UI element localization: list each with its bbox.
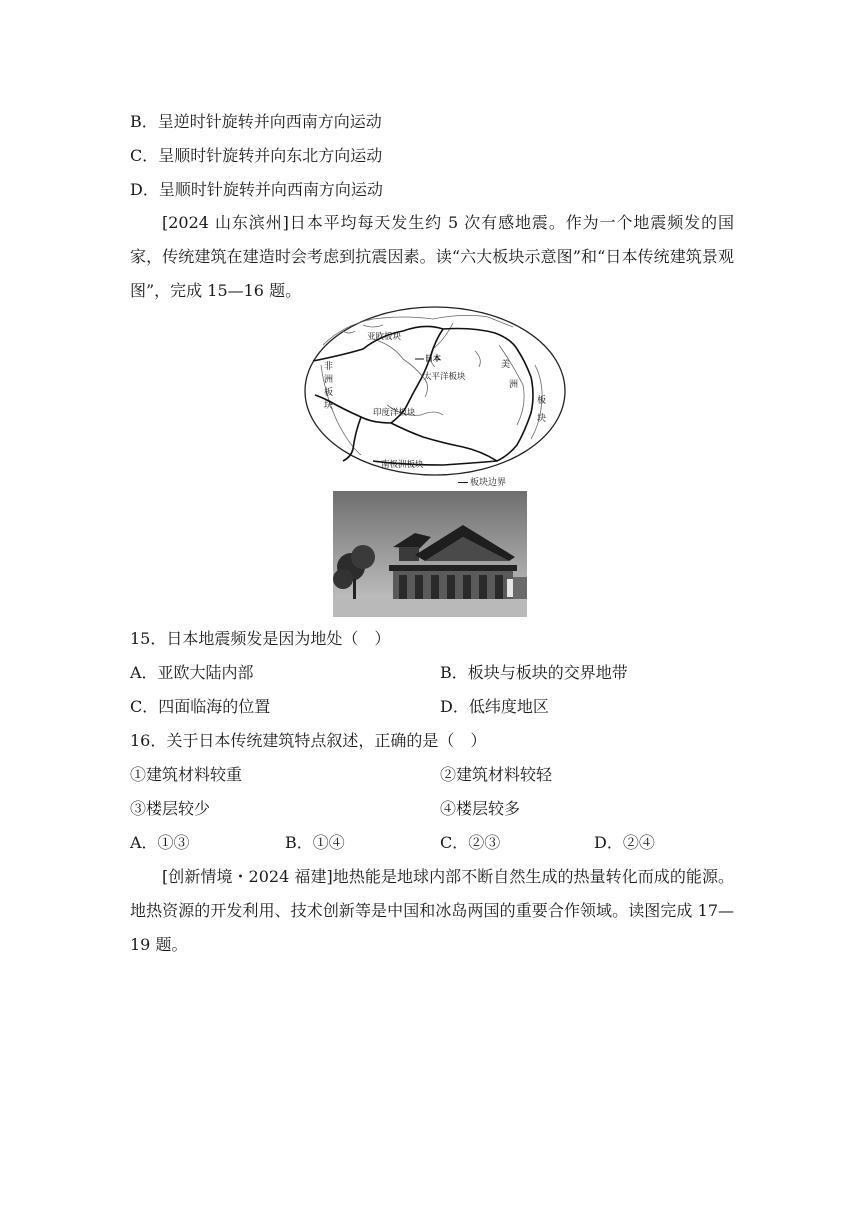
intro-text: 日本平均每天发生约 5 次有感地震。作为一个地震频发的国家，传统建筑在建造时会考虑到抗震因素。读“六大板块示意图”和“日本传统建筑景观图”，完成 15—16 题。 — [130, 213, 734, 300]
intro-17-19 — [130, 860, 734, 962]
q16-option-b: B．①④ — [285, 833, 345, 852]
q16-option-c: C．②③ — [440, 833, 501, 852]
q15-option-b: B．板块与板块的交界地带 — [440, 663, 628, 682]
label-antarctic: 南极洲板块 — [381, 460, 424, 470]
q16-option-a: A．①③ — [130, 833, 190, 852]
q16-stem: 16．关于日本传统建筑特点叙述，正确的是（ ） — [130, 731, 487, 750]
legend-label: 板块边界 — [470, 478, 507, 488]
label-indian: 印度洋板块 — [373, 408, 416, 418]
plate-map — [303, 305, 567, 477]
label-africa-2: 洲 — [324, 375, 334, 385]
q15-stem: 15．日本地震频发是因为地处（ ） — [130, 629, 391, 648]
label-japan: 日本 — [425, 353, 441, 363]
q16-item-2: ②建筑材料较轻 — [440, 765, 553, 784]
label-america-3: 板 — [537, 396, 547, 406]
label-africa-3: 板 — [324, 388, 334, 398]
option-c-prev: C．呈顺时针旋转并向东北方向运动 — [130, 146, 383, 165]
option-d-prev: D．呈顺时针旋转并向西南方向运动 — [130, 180, 383, 199]
option-b-prev: B．呈逆时针旋转并向西南方向运动 — [130, 112, 382, 131]
q16-option-d: D．②④ — [594, 833, 655, 852]
label-america-1: 美 — [501, 360, 511, 370]
label-pacific: 太平洋板块 — [423, 372, 466, 382]
q15-option-a: A．亚欧大陆内部 — [130, 663, 254, 682]
intro-15-16 — [130, 206, 734, 308]
label-eurasia: 亚欧板块 — [367, 332, 402, 342]
label-africa-1: 非 — [324, 362, 334, 372]
legend-line-icon — [458, 482, 468, 483]
label-africa-4: 块 — [324, 401, 334, 411]
map-legend — [458, 477, 506, 489]
intro2-source: [创新情境・2024 福建] — [162, 867, 333, 886]
q16-item-3: ③楼层较少 — [130, 799, 211, 818]
q15-option-c: C．四面临海的位置 — [130, 697, 271, 716]
building-photo — [333, 491, 527, 617]
q16-item-4: ④楼层较多 — [440, 799, 521, 818]
intro2-text: 地热能是地球内部不断自然生成的热量转化而成的能源。地热资源的开发利用、技术创新等是中国和冰岛两国的重要合作领域。读图完成 17—19 题。 — [130, 867, 734, 954]
label-america-4: 块 — [537, 414, 547, 424]
label-america-2: 洲 — [509, 380, 519, 390]
q15-option-d: D．低纬度地区 — [440, 697, 549, 716]
q16-item-1: ①建筑材料较重 — [130, 765, 243, 784]
intro-source: [2024 山东滨州] — [162, 213, 289, 232]
